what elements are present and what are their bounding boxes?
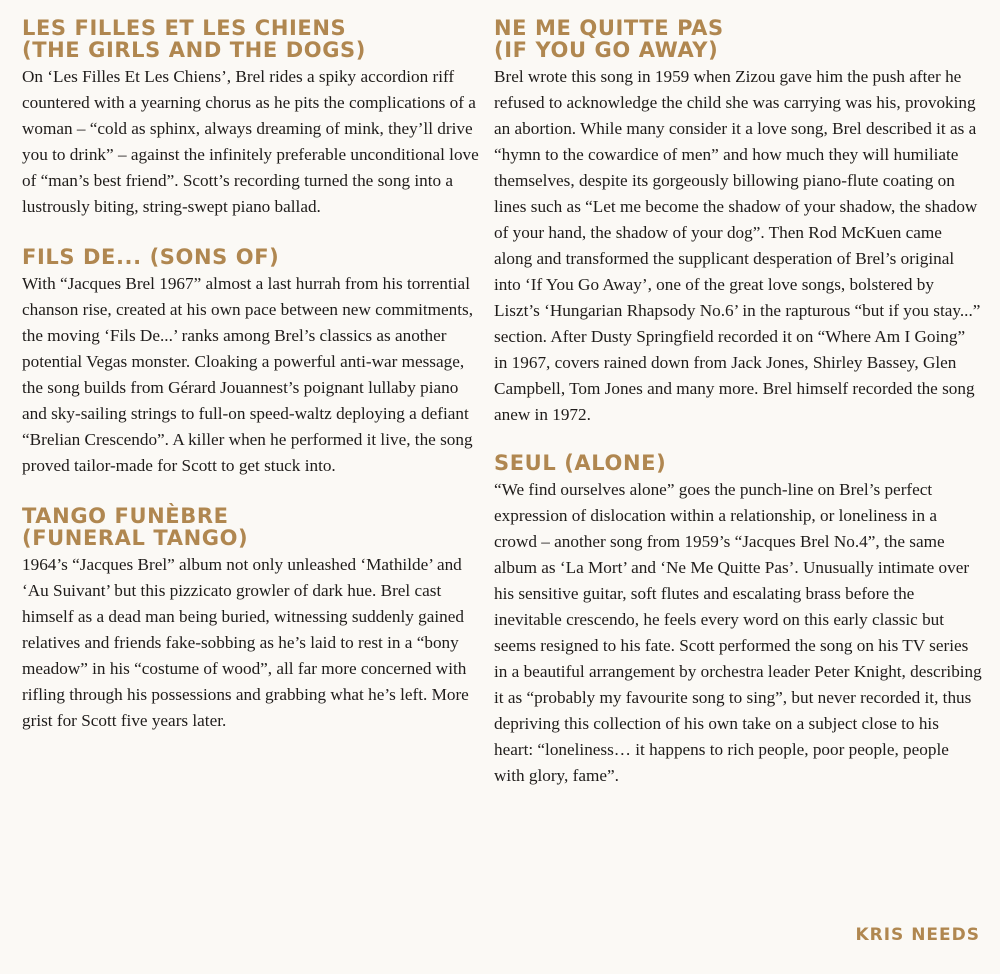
section-seul (494, 428, 982, 789)
section-heading (22, 505, 480, 549)
section-body: 1964’s “Jacques Brel” album not only unleashed ‘Mathilde’ and ‘Au Suivant’ but this pizzicato growler of dark hue. Brel cast himself as a dead man being buried, witnessing suddenly gained relatives and friends fake-sobbing as he’s laid to rest in a “bony meadow” in his “costume of wood”, all far more concerned with rifling through his possessions and grabbing what he’s left. More grist for Scott five years later. (22, 555, 469, 730)
section-heading (494, 452, 982, 474)
section-heading (22, 246, 480, 268)
section-les-filles (22, 0, 480, 220)
section-body: With “Jacques Brel 1967” almost a last hurrah from his torrential chanson rise, created at his own pace between new commitments, the moving ‘Fils De...’ ranks among Brel’s classics as another potential Vegas monster. Cloaking a powerful anti-war message, the song builds from Gérard Jouannest’s poignant lullaby piano and sky-sailing strings to full-on speed-waltz deploying a defiant “Brelian Crescendo”. A killer when he performed it live, the song proved tailor-made for Scott to get stuck into. (22, 274, 474, 475)
section-tango-funebre (22, 479, 480, 734)
author-signature: KRIS NEEDS (855, 925, 980, 945)
heading-line-2: (FUNERAL TANGO) (22, 526, 249, 550)
section-heading (22, 17, 480, 61)
heading-line-2: (IF YOU GO AWAY) (494, 38, 719, 62)
section-ne-me-quitte-pas (494, 0, 982, 428)
right-column (494, 0, 982, 789)
section-heading (494, 17, 982, 61)
section-body: Brel wrote this song in 1959 when Zizou gave him the push after he refused to acknowledge the child she was carrying was his, provoking an abortion. While many consider it a love song, Brel described it as a “hymn to the cowardice of men” and how much they will humiliate themselves, despite its gorgeously billowing piano-flute coating on lines such as “Let me become the shadow of your shadow, the shadow of your hand, the shadow of your dog”. Then Rod McKuen came along and transformed the supplicant desperation of Brel’s original into ‘If You Go Away’, one of the great love songs, bolstered by Liszt’s ‘Hungarian Rhapsody No.6’ in the rapturous “but if you stay...” section. After Dusty Springfield recorded it on “Where Am I Going” in 1967, covers rained down from Jack Jones, Shirley Bassey, Glen Campbell, Tom Jones and many more. Brel himself recorded the song anew in 1972. (494, 67, 981, 424)
heading-line-1: SEUL (ALONE) (494, 451, 667, 475)
heading-line-1: FILS DE... (SONS OF) (22, 245, 280, 269)
section-body: On ‘Les Filles Et Les Chiens’, Brel rides a spiky accordion riff countered with a yearning chorus as he pits the complications of a woman – “cold as sphinx, always dreaming of mink, they’ll drive you to drink” – against the infinitely preferable unconditional love of “man’s best friend”. Scott’s recording turned the song into a lustrously biting, string-swept piano ballad. (22, 67, 479, 216)
section-body: “We find ourselves alone” goes the punch-line on Brel’s perfect expression of dislocation within a relationship, or loneliness in a crowd – another song from 1959’s “Jacques Brel No.4”, the same album as ‘La Mort’ and ‘Ne Me Quitte Pas’. Unusually intimate over his sensitive guitar, soft flutes and escalating brass before the inevitable crescendo, he feels every word on this early classic but seems resigned to his fate. Scott performed the song on his TV series in a beautiful arrangement by orchestra leader Peter Knight, describing it as “probably my favourite song to sing”, but never recorded it, thus depriving this collection of his own take on a subject close to his heart: “loneliness… it happens to rich people, poor people, people with glory, fame”. (494, 480, 982, 785)
heading-line-1: LES FILLES ET LES CHIENS (22, 16, 347, 40)
heading-line-1: NE ME QUITTE PAS (494, 16, 724, 40)
section-fils-de (22, 220, 480, 479)
heading-line-2: (THE GIRLS AND THE DOGS) (22, 38, 366, 62)
left-column (22, 0, 480, 734)
heading-line-1: TANGO FUNÈBRE (22, 504, 229, 528)
